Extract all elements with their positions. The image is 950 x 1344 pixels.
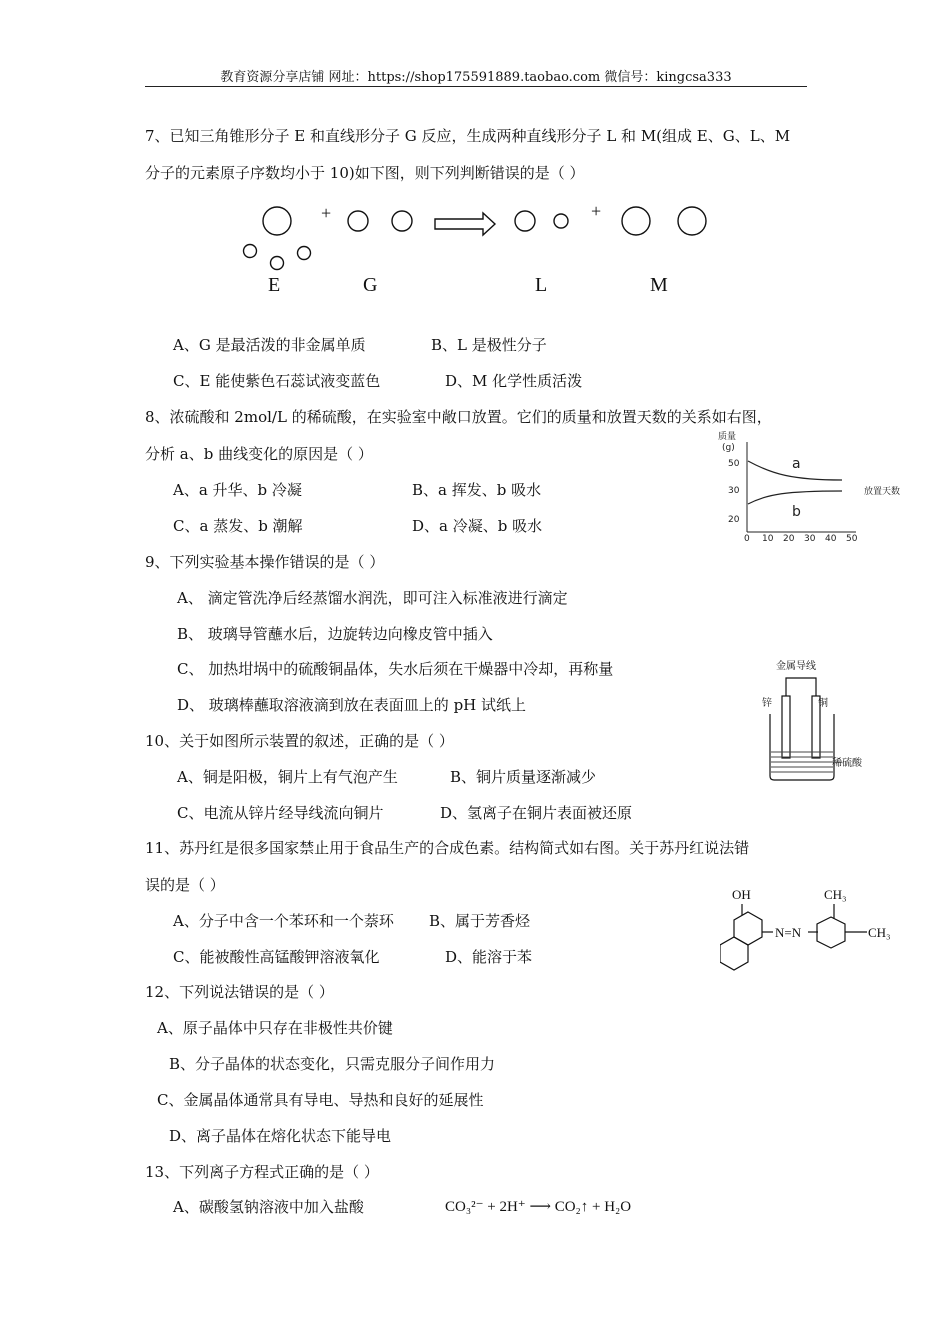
q11-option-a: A、分子中含一个苯环和一个萘环	[173, 912, 394, 930]
benzene-ring	[817, 917, 845, 948]
q7-reaction-diagram	[230, 195, 730, 305]
label-e: E	[268, 274, 281, 296]
g-atom-2	[392, 211, 412, 231]
hydroxyl-label: OH	[732, 887, 751, 902]
q12-option-d: D、离子晶体在熔化状态下能导电	[169, 1127, 392, 1145]
graph-xlabel: 放置天数	[864, 487, 901, 497]
q11-sudan-red-structure	[720, 882, 900, 982]
label-g: G	[363, 274, 378, 296]
q9-option-a: A、 滴定管洗净后经蒸馏水润洗，即可注入标准液进行滴定	[177, 589, 568, 607]
q9-option-d: D、 玻璃棒蘸取溶液滴到放在表面皿上的 pH 试纸上	[177, 696, 527, 714]
q7-stem-line2: 分子的元素原子序数均小于 10)如下图，则下列判断错误的是（ ）	[145, 164, 585, 182]
l-atom-2	[554, 214, 568, 228]
plus-sign-2: +	[591, 201, 602, 221]
beaker	[770, 714, 834, 780]
q9-option-b: B、 玻璃导管蘸水后，边旋转边向橡皮管中插入	[177, 625, 493, 643]
q12-option-a: A、原子晶体中只存在非极性共价键	[157, 1019, 393, 1037]
curve-b	[748, 491, 842, 504]
q8-stem-line2: 分析 a、b 曲线变化的原因是（ ）	[145, 445, 373, 463]
q10-option-c: C、电流从锌片经导线流向铜片	[177, 804, 384, 822]
graph-ytick-20: 20	[728, 515, 740, 525]
q12-option-c: C、金属晶体通常具有导电、导热和良好的延展性	[157, 1091, 484, 1109]
e-center-atom	[263, 207, 291, 235]
q10-option-b: B、铜片质量逐渐减少	[450, 768, 597, 786]
label-m: M	[650, 274, 668, 296]
q13-option-a: A、碳酸氢钠溶液中加入盐酸	[173, 1198, 364, 1216]
curve-b-label: b	[792, 504, 801, 520]
wire-label: 金属导线	[776, 661, 816, 672]
plus-sign-1: +	[321, 203, 332, 223]
q8-mass-graph	[712, 428, 912, 548]
metal-wire	[786, 678, 816, 696]
q11-option-c: C、能被酸性高锰酸钾溶液氧化	[173, 948, 380, 966]
q8-option-c: C、a 蒸发、b 潮解	[173, 517, 303, 535]
m-atom-1	[622, 207, 650, 235]
q10-option-d: D、氢离子在铜片表面被还原	[440, 804, 633, 822]
graph-ylabel-2: (g)	[722, 443, 735, 453]
q7-option-b: B、L 是极性分子	[431, 336, 547, 354]
reaction-arrow	[435, 213, 495, 235]
acid-label: 稀硫酸	[832, 758, 862, 769]
q7-stem-line1: 7、已知三角锥形分子 E 和直线形分子 G 反应，生成两种直线形分子 L 和 M(组成 E、G、L、M	[145, 127, 791, 145]
methyl-label-1: CH₃	[824, 887, 847, 902]
g-atom-1	[348, 211, 368, 231]
l-atom-1	[515, 211, 535, 231]
q10-stem: 10、关于如图所示装置的叙述，正确的是（ ）	[145, 732, 454, 750]
q11-stem-line2: 误的是（ ）	[145, 876, 225, 894]
naphthalene-ring-2	[720, 937, 748, 970]
q10-galvanic-cell	[758, 656, 888, 786]
q7-option-c: C、E 能使紫色石蕊试液变蓝色	[173, 372, 381, 390]
graph-xtick-30: 30	[804, 534, 816, 544]
q8-option-d: D、a 冷凝、b 吸水	[412, 517, 543, 535]
q13-stem: 13、下列离子方程式正确的是（ ）	[145, 1163, 379, 1181]
q13-option-a-equation: CO₃²⁻ + 2H⁺ ⟶ CO₂↑ + H₂O	[445, 1199, 632, 1215]
q7-option-d: D、M 化学性质活泼	[445, 372, 583, 390]
q9-stem: 9、下列实验基本操作错误的是（ ）	[145, 553, 385, 571]
graph-xtick-10: 10	[762, 534, 774, 544]
q11-option-d: D、能溶于苯	[445, 948, 533, 966]
m-atom-2	[678, 207, 706, 235]
q8-option-b: B、a 挥发、b 吸水	[412, 481, 542, 499]
page-header: 教育资源分享店铺 网址：https://shop175591889.taobao.com 微信号：kingcsa333	[220, 70, 732, 85]
graph-xtick-50: 50	[846, 534, 858, 544]
header-rule	[145, 86, 807, 87]
azo-label: N=N	[775, 925, 802, 940]
zinc-plate	[782, 696, 790, 758]
q10-option-a: A、铜是阳极，铜片上有气泡产生	[177, 768, 398, 786]
graph-xtick-20: 20	[783, 534, 795, 544]
q11-option-b: B、属于芳香烃	[429, 912, 531, 930]
copper-label: 铜	[818, 698, 828, 709]
e-atom-1	[244, 245, 257, 258]
q8-option-a: A、a 升华、b 冷凝	[173, 481, 302, 499]
graph-ytick-50: 50	[728, 459, 740, 469]
graph-ytick-30: 30	[728, 486, 740, 496]
graph-ylabel-1: 质量	[718, 432, 737, 442]
q12-option-b: B、分子晶体的状态变化，只需克服分子间作用力	[169, 1055, 496, 1073]
methyl-label-2: CH₃	[868, 925, 891, 940]
zinc-label: 锌	[762, 698, 772, 709]
curve-a-label: a	[792, 456, 801, 472]
q11-stem-line1: 11、苏丹红是很多国家禁止用于食品生产的合成色素。结构简式如右图。关于苏丹红说法错	[145, 839, 750, 857]
q8-stem-line1: 8、浓硫酸和 2mol/L 的稀硫酸，在实验室中敞口放置。它们的质量和放置天数的关系如右图，	[145, 408, 772, 426]
q12-stem: 12、下列说法错误的是（ ）	[145, 983, 334, 1001]
e-atom-3	[298, 247, 311, 260]
label-l: L	[535, 274, 548, 296]
graph-xtick-0: 0	[744, 534, 750, 544]
e-atom-2	[271, 257, 284, 270]
q7-option-a: A、G 是最活泼的非金属单质	[173, 336, 366, 354]
q9-option-c: C、 加热坩埚中的硫酸铜晶体，失水后须在干燥器中冷却，再称量	[177, 660, 614, 678]
graph-xtick-40: 40	[825, 534, 837, 544]
